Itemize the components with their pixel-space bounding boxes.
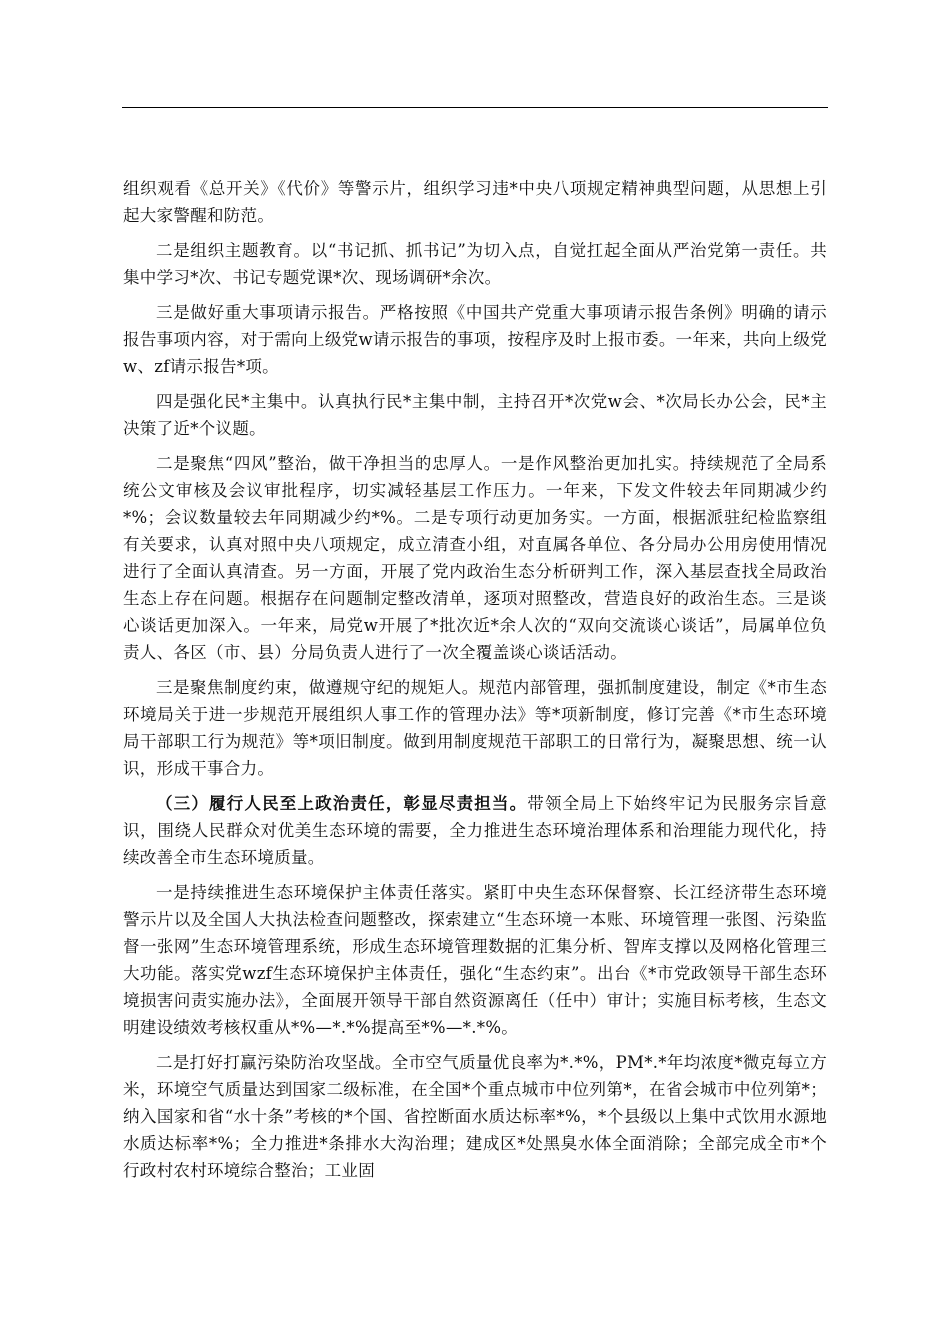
paragraph-theme-education: 二是组织主题教育。以“书记抓、抓书记”为切入点，自觉扛起全面从严治党第一责任。共集中学习*次、书记专题党课*次、现场调研*余次。 <box>123 241 827 287</box>
paragraph-section-three <box>123 790 827 871</box>
paragraph-four-winds: 二是聚焦“四风”整治，做干净担当的忠厚人。一是作风整治更加扎实。持续规范了全局系统公文审核及会议审批程序，切实减轻基层工作压力。一年来，下发文件较去年同期减少约*%；会议数量较去年同期减少约*%。二是专项行动更加务实。一方面，根据派驻纪检监察组有关要求，认真对照中央八项规定，成立清查小组，对直属各单位、各分局办公用房使用情况进行了全面认真清查。另一方面，开展了党内政治生态分析研判工作，深入基层查找全局政治生态上存在问题。根据存在问题制定整改清单，逐项对照整改，营造良好的政治生态。三是谈心谈话更加深入。一年来，局党w开展了*批次近*余人次的“双向交流谈心谈话”，局属单位负责人、各区（市、县）分局负责人进行了一次全覆盖谈心谈话活动。 <box>123 454 827 662</box>
paragraph-pollution-prevention: 二是打好打赢污染防治攻坚战。全市空气质量优良率为*.*%，PM*.*年均浓度*微克每立方米，环境空气质量达到国家二级标准，在全国*个重点城市中位列第*，在省会城市中位列第*；纳入国家和省“水十条”考核的*个国、省控断面水质达标率*%，*个县级以上集中式饮用水源地水质达标率*%；全力推进*条排水大沟治理；建成区*处黑臭水体全面消除；全部完成全市*个行政村农村环境综合整治；工业固 <box>123 1053 827 1180</box>
header-rule <box>122 107 828 108</box>
paragraph-democratic-centralism: 四是强化民*主集中。认真执行民*主集中制，主持召开*次党w会、*次局长办公会，民*主决策了近*个议题。 <box>123 392 827 438</box>
paragraph-institutional-constraints: 三是聚焦制度约束，做遵规守纪的规矩人。规范内部管理，强抓制度建设，制定《*市生态环境局关于进一步规范开展组织人事工作的管理办法》等*项新制度，修订完善《*市生态环境局干部职工行为规范》等*项旧制度。做到用制度规范干部职工的日常行为，凝聚思想、统一认识，形成干事合力。 <box>123 678 827 778</box>
document-body <box>123 175 827 1192</box>
section-heading: （三）履行人民至上政治责任，彰显尽责担当。 <box>156 794 528 813</box>
paragraph-major-matters-report: 三是做好重大事项请示报告。严格按照《中国共产党重大事项请示报告条例》明确的请示报告事项内容，对于需向上级党w请示报告的事项，按程序及时上报市委。一年来，共向上级党w、zf请示报告*项。 <box>123 303 827 376</box>
section-body: 带领全局上下始终牢记为民服务宗旨意识，围绕人民群众对优美生态环境的需要，全力推进生态环境治理体系和治理能力现代化，持续改善全市生态环境质量。 <box>123 794 827 867</box>
paragraph-eco-responsibility: 一是持续推进生态环境保护主体责任落实。紧盯中央生态环保督察、长江经济带生态环境警示片以及全国人大执法检查问题整改，探索建立“生态环境一本账、环境管理一张图、污染监督一张网”生态环境管理系统，形成生态环境管理数据的汇集分析、智库支撑以及网格化管理三大功能。落实党wzf生态环境保护主体责任，强化“生态约束”。出台《*市党政领导干部生态环境损害问责实施办法》，全面展开领导干部自然资源离任（任中）审计；实施目标考核，生态文明建设绩效考核权重从*%—*.*%提高至*%—*.*%。 <box>123 883 827 1037</box>
paragraph-continuation: 组织观看《总开关》《代价》等警示片，组织学习违*中央八项规定精神典型问题，从思想上引起大家警醒和防范。 <box>123 179 827 225</box>
